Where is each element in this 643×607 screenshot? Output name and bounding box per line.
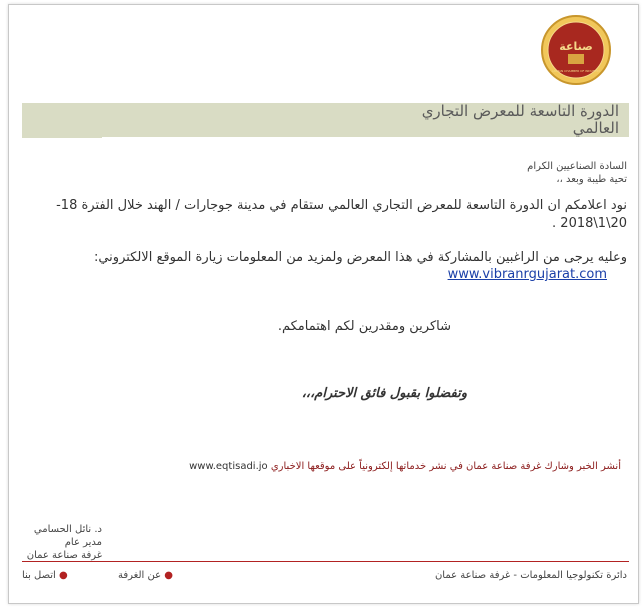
footer-divider: [22, 561, 629, 562]
salutation: السادة الصناعيين الكرام: [527, 161, 627, 172]
info-paragraph: وعليه يرجى من الراغبين بالمشاركة في هذا المعرض ولمزيد من المعلومات زيارة الموقع الالكتروني:: [93, 250, 627, 265]
title-bar: [22, 103, 629, 137]
title-line-1: الدورة التاسعة للمعرض التجاري: [421, 102, 619, 120]
footer-about-label: عن الغرفة: [118, 570, 162, 581]
announcement-paragraph: نود اعلامكم ان الدورة التاسعة للمعرض التجاري العالمي ستقام في مدينة جوجارات / الهند خلال الفترة 18-20\1\2018 .: [56, 198, 627, 231]
greeting: تحية طيبة وبعد ،،: [556, 174, 627, 185]
signature-position: مدير عام: [64, 537, 102, 548]
closing-line: وتفضلوا بقبول فائق الاحترام،،،: [301, 386, 467, 401]
amman-chamber-logo: [540, 14, 612, 86]
logo-arabic-text: صناعة: [559, 40, 593, 53]
bullet-icon: ●: [59, 570, 68, 581]
footer-contact-label: اتصل بنا: [22, 570, 56, 581]
title-underline: [22, 137, 102, 138]
signature-name: د. نائل الحسامي: [33, 524, 102, 535]
thanks-line: شاكرين ومقدرين لكم اهتمامكم.: [277, 319, 451, 334]
page-title: [422, 103, 619, 137]
footer-department: دائرة تكنولوجيا المعلومات - غرفة صناعة عمان: [434, 570, 627, 581]
share-text: أنشر الخبر وشارك غرفة صناعة عمان في نشر خدماتها إلكترونياً على موقعها الاخباري: [270, 461, 621, 472]
logo-caption: AMMAN CHAMBER OF INDUSTRY: [551, 69, 601, 73]
footer-contact-link[interactable]: [22, 570, 68, 581]
signature-org: غرفة صناعة عمان: [26, 550, 102, 561]
email-frame: [8, 4, 639, 604]
share-website-link[interactable]: www.eqtisadi.jo: [189, 461, 268, 472]
website-link[interactable]: www.vibranrgujarat.com: [447, 267, 607, 282]
share-line: [21, 461, 621, 472]
bullet-icon: ●: [164, 570, 173, 581]
title-line-2: العالمي: [572, 119, 619, 137]
footer-about-link[interactable]: [118, 570, 173, 581]
